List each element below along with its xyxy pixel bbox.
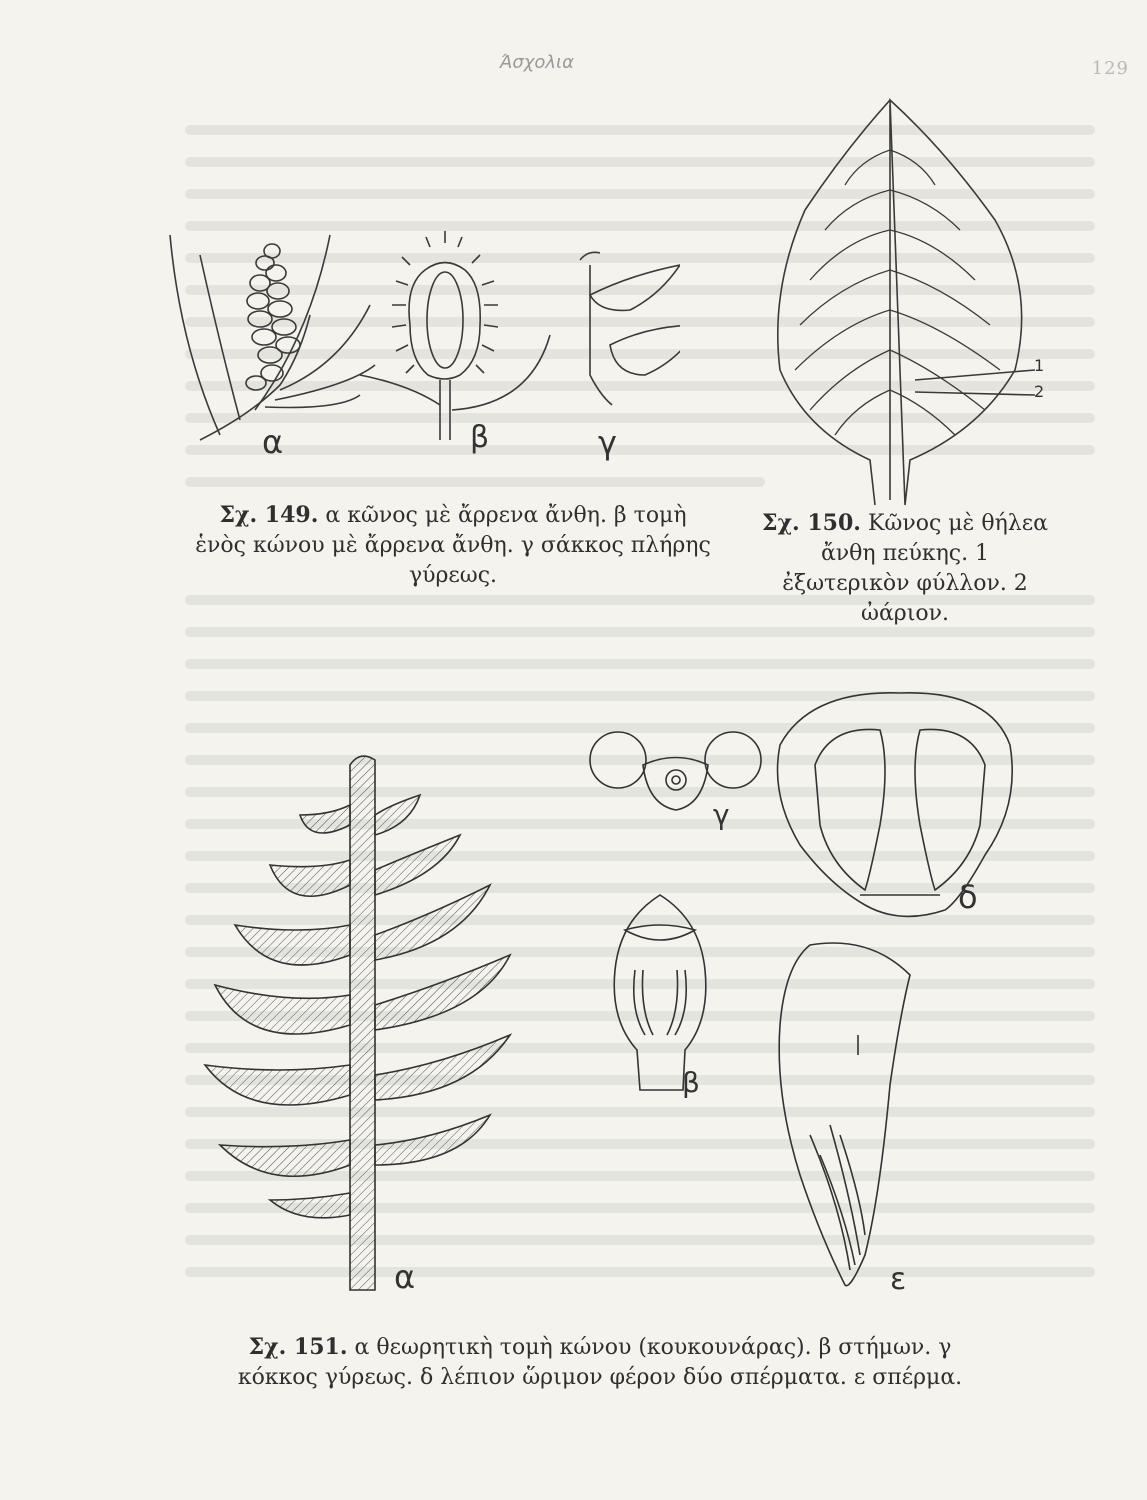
fig151-label-b: β bbox=[682, 1066, 700, 1099]
fig149-label-b: β bbox=[470, 420, 490, 455]
fig151-label-e: ε bbox=[890, 1262, 907, 1297]
fig150-number: Σχ. 150. bbox=[762, 510, 861, 536]
fig151-label-d: δ bbox=[958, 878, 978, 916]
fig149-label-a: α bbox=[262, 423, 284, 461]
fig149-cone-section-drawing bbox=[360, 231, 550, 440]
fig151-scale-with-seeds-drawing bbox=[770, 685, 1030, 925]
fig151-label-a: α bbox=[394, 1258, 416, 1296]
fig151-number: Σχ. 151. bbox=[248, 1334, 348, 1360]
fig151-label-g: γ bbox=[713, 798, 730, 831]
fig149-number: Σχ. 149. bbox=[219, 502, 319, 528]
fig149-male-cone-drawing bbox=[170, 235, 375, 440]
fig150-label-2: 2 bbox=[1034, 382, 1045, 401]
fig151-section-drawing bbox=[190, 745, 550, 1305]
fig150-caption bbox=[760, 508, 1050, 629]
fig149-caption bbox=[193, 500, 713, 591]
page-number: 129 bbox=[1091, 58, 1129, 79]
fig151-caption bbox=[210, 1332, 990, 1393]
fig149-text: α κῶνος μὲ ἄρρενα ἄνθη. β τομὴ ἑνὸς κώνου μὲ ἄρρενα ἄνθη. γ σάκκος πλήρης γύρεως. bbox=[195, 503, 711, 588]
fig150-text: Κῶνος μὲ θήλεα ἄνθη πεύκης. 1 ἐξωτερικὸν φύλλον. 2 ὠάριον. bbox=[782, 511, 1048, 626]
fig151-seed-drawing bbox=[770, 935, 920, 1295]
fig151-text: α θεωρητικὴ τομὴ κώνου (κουκουνάρας). β στήμων. γ κόκκος γύρεως. δ λέπιον ὥριμον φέρον δύο σπέρματα. ε σπέρμα. bbox=[237, 1335, 963, 1390]
fig150-illustration bbox=[765, 90, 1055, 510]
fig150-label-1: 1 bbox=[1034, 356, 1045, 375]
fig150-cone-outline bbox=[778, 100, 1022, 505]
fig151-pollen-grain-drawing bbox=[588, 720, 768, 830]
fig149-pollen-sac-drawing bbox=[580, 252, 680, 405]
handwritten-note: Άσχολια bbox=[500, 52, 574, 73]
fig149-label-g: γ bbox=[598, 424, 617, 462]
